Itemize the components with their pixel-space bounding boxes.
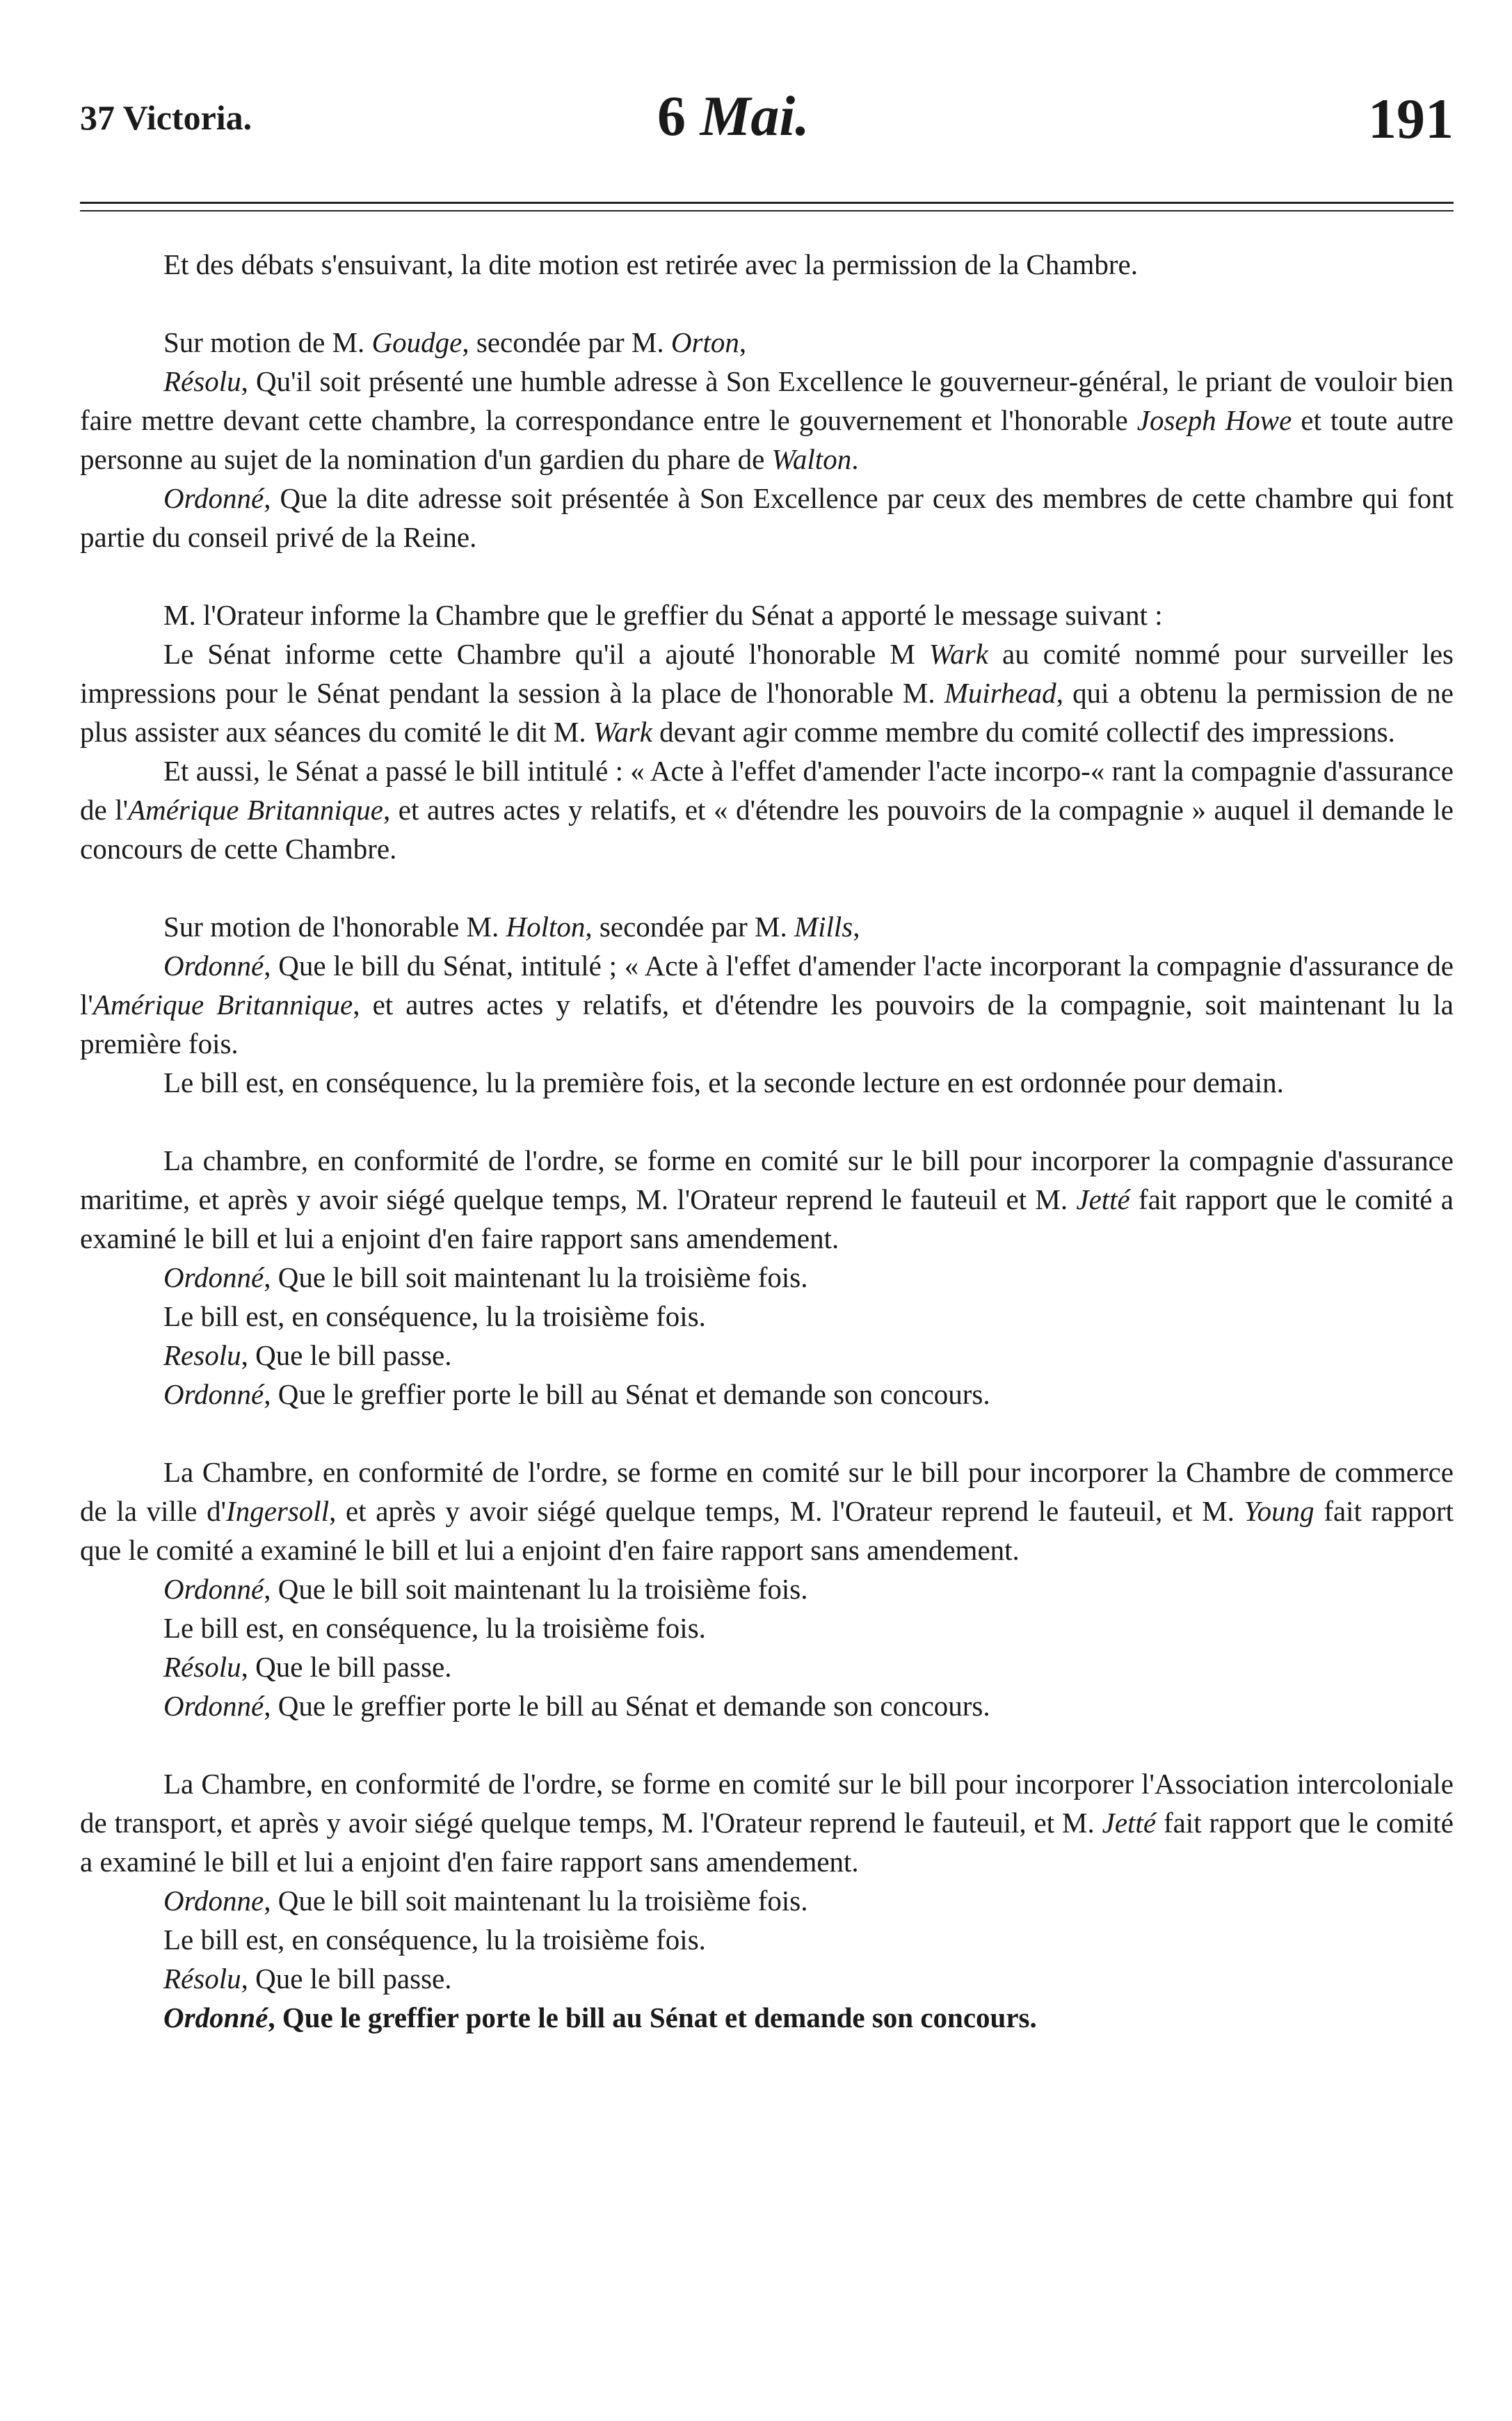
text: au comité nommé pour surveiller les impressions pour le Sénat pendant la session à la place de l'honorable M. bbox=[80, 638, 1454, 709]
date-day: 6 bbox=[657, 84, 686, 147]
text: fait rapport que le comité a examiné le bill et lui a enjoint d'en faire rapport sans amendement. bbox=[80, 1495, 1454, 1566]
member-name: Jetté bbox=[1102, 1807, 1157, 1839]
text: Le bill est, en conséquence, lu la troisième fois. bbox=[163, 1300, 706, 1332]
text: , bbox=[853, 911, 860, 943]
member-name: Holton bbox=[506, 911, 586, 943]
paragraph bbox=[80, 1686, 1454, 1725]
keyword: Résolu bbox=[163, 1651, 241, 1683]
text: , et autres actes y relatifs, et d'étendre les pouvoirs de la compagnie, soit maintenant lu la première fois. bbox=[80, 989, 1454, 1060]
text: Et des débats s'ensuivant, la dite motion est retirée avec la permission de la Chambre. bbox=[163, 248, 1138, 280]
text: , bbox=[739, 326, 747, 358]
text: , et autres actes y relatifs, et « d'étendre les pouvoirs de la compagnie » auquel il demande le concours de cette Chambre. bbox=[80, 794, 1454, 865]
paragraph bbox=[80, 245, 1454, 284]
header-rule-thin bbox=[80, 210, 1454, 211]
text: Et aussi, le Sénat a passé le bill intitulé : « Acte à l'effet d'amender l'acte incorpo-« rant la compagnie d'assurance de l' bbox=[80, 755, 1454, 826]
keyword: Résolu bbox=[163, 1963, 241, 1995]
text: , Qu'il soit présenté une humble adresse à Son Excellence le gouverneur-général, le priant de vouloir bien faire mettre devant cette chambre, la correspondance entre le gouvernement et l'honorable bbox=[80, 365, 1454, 436]
page-header bbox=[80, 77, 1454, 153]
keyword: Ordonné bbox=[163, 1690, 264, 1722]
text: La Chambre, en conformité de l'ordre, se forme en comité sur le bill pour incorporer l'Association intercoloniale de transport, et après y avoir siégé quelque temps, M. l'Orateur reprend le fauteuil, et M. bbox=[80, 1768, 1454, 1839]
text: , Que le greffier porte le bill au Sénat et demande son concours. bbox=[268, 2001, 1037, 2034]
text: La Chambre, en conformité de l'ordre, se forme en comité sur le bill pour incorporer la Chambre de commerce de la ville d' bbox=[80, 1456, 1454, 1527]
date-heading bbox=[657, 83, 810, 149]
paragraph bbox=[80, 1764, 1454, 1881]
paragraph bbox=[80, 1141, 1454, 1258]
text: devant agir comme membre du comité collectif des impressions. bbox=[652, 716, 1395, 748]
paragraph bbox=[80, 634, 1454, 751]
header-rule-thick bbox=[80, 202, 1454, 204]
paragraph bbox=[80, 946, 1454, 1063]
paragraph bbox=[80, 1258, 1454, 1297]
regnal-year: 37 Victoria. bbox=[80, 98, 252, 137]
paragraph bbox=[80, 1647, 1454, 1686]
paragraph bbox=[80, 479, 1454, 557]
keyword: Resolu bbox=[163, 1339, 241, 1371]
text: Le bill est, en conséquence, lu la troisième fois. bbox=[163, 1924, 706, 1956]
text: M. l'Orateur informe la Chambre que le greffier du Sénat a apporté le message suivant : bbox=[163, 599, 1163, 631]
member-name: Wark bbox=[593, 716, 652, 748]
text: , Que le bill du Sénat, intitulé ; « Acte à l'effet d'amender l'acte incorporant la compagnie d'assurance de l' bbox=[80, 950, 1454, 1021]
paragraph bbox=[80, 1453, 1454, 1569]
text: , et après y avoir siégé quelque temps, M. l'Orateur reprend le fauteuil, et M. bbox=[329, 1495, 1244, 1527]
text: , Que le bill soit maintenant lu la troisième fois. bbox=[264, 1885, 808, 1917]
keyword: Ordonné bbox=[163, 950, 264, 982]
paragraph bbox=[80, 1569, 1454, 1608]
text: Sur motion de M. bbox=[163, 326, 372, 358]
member-name: Muirhead bbox=[944, 677, 1056, 709]
company-name: Amérique Britannique bbox=[93, 989, 353, 1021]
person-name: Joseph Howe bbox=[1136, 404, 1292, 436]
member-name: Goudge bbox=[371, 326, 463, 358]
text: , Que la dite adresse soit présentée à Son Excellence par ceux des membres de cette chambre qui font partie du conseil privé de la Reine. bbox=[80, 482, 1454, 553]
text: La chambre, en conformité de l'ordre, se forme en comité sur le bill pour incorporer la compagnie d'assurance maritime, et après y avoir siégé quelque temps, M. l'Orateur reprend le fauteuil et M. bbox=[80, 1144, 1454, 1215]
keyword: Ordonné bbox=[163, 1378, 264, 1410]
paragraph bbox=[80, 1336, 1454, 1375]
paragraph bbox=[80, 596, 1454, 634]
text: , secondée par M. bbox=[462, 326, 671, 358]
text: Le bill est, en conséquence, lu la première fois, et la seconde lecture en est ordonnée pour demain. bbox=[163, 1066, 1284, 1098]
text: , qui a obtenu la permission de ne plus assister aux séances du comité le dit M. bbox=[80, 677, 1454, 748]
text: , Que le bill passe. bbox=[241, 1339, 452, 1371]
date-month: Mai. bbox=[700, 84, 810, 147]
paragraph bbox=[80, 1063, 1454, 1102]
paragraph bbox=[80, 1920, 1454, 1959]
text: , Que le bill passe. bbox=[241, 1651, 452, 1683]
keyword: Ordonné bbox=[163, 1573, 264, 1605]
keyword: Ordonne bbox=[163, 1885, 264, 1917]
paragraph bbox=[80, 1375, 1454, 1414]
text: Sur motion de l'honorable M. bbox=[163, 911, 506, 943]
paragraph bbox=[80, 1608, 1454, 1647]
text: , Que le greffier porte le bill au Sénat et demande son concours. bbox=[264, 1690, 990, 1722]
paragraph bbox=[80, 907, 1454, 946]
journal-body bbox=[80, 245, 1454, 2037]
text: et toute autre personne au sujet de la nomination d'un gardien du phare de bbox=[80, 404, 1454, 475]
member-name: Jetté bbox=[1076, 1183, 1130, 1215]
page-number: 191 bbox=[1368, 87, 1454, 150]
place-name: Walton bbox=[771, 443, 852, 475]
text: Le Sénat informe cette Chambre qu'il a ajouté l'honorable M bbox=[163, 638, 929, 670]
text: , Que le bill soit maintenant lu la troisième fois. bbox=[264, 1573, 808, 1605]
member-name: Mills bbox=[794, 911, 853, 943]
keyword: Ordonné bbox=[163, 2001, 268, 2034]
paragraph bbox=[80, 1998, 1454, 2037]
text: fait rapport que le comité a examiné le bill et lui a enjoint d'en faire rapport sans amendement. bbox=[80, 1183, 1454, 1254]
paragraph bbox=[80, 1881, 1454, 1920]
place-name: Ingersoll bbox=[226, 1495, 330, 1527]
paragraph bbox=[80, 1297, 1454, 1336]
keyword: Ordonné bbox=[163, 1261, 264, 1293]
text: , Que le bill soit maintenant lu la troisième fois. bbox=[264, 1261, 808, 1293]
paragraph bbox=[80, 323, 1454, 362]
text: , secondée par M. bbox=[585, 911, 794, 943]
paragraph bbox=[80, 751, 1454, 868]
paragraph bbox=[80, 362, 1454, 479]
member-name: Wark bbox=[928, 638, 988, 670]
text: Le bill est, en conséquence, lu la troisième fois. bbox=[163, 1612, 706, 1644]
company-name: Amérique Britannique bbox=[128, 794, 383, 826]
paragraph bbox=[80, 1959, 1454, 1998]
text: , Que le bill passe. bbox=[241, 1963, 452, 1995]
text: , Que le greffier porte le bill au Sénat et demande son concours. bbox=[264, 1378, 990, 1410]
member-name: Orton bbox=[670, 326, 739, 358]
text: . bbox=[851, 443, 859, 475]
text: fait rapport que le comité a examiné le bill et lui a enjoint d'en faire rapport sans amendement. bbox=[80, 1807, 1454, 1878]
keyword: Ordonné bbox=[163, 482, 264, 514]
keyword: Résolu bbox=[163, 365, 241, 397]
member-name: Young bbox=[1244, 1495, 1314, 1527]
